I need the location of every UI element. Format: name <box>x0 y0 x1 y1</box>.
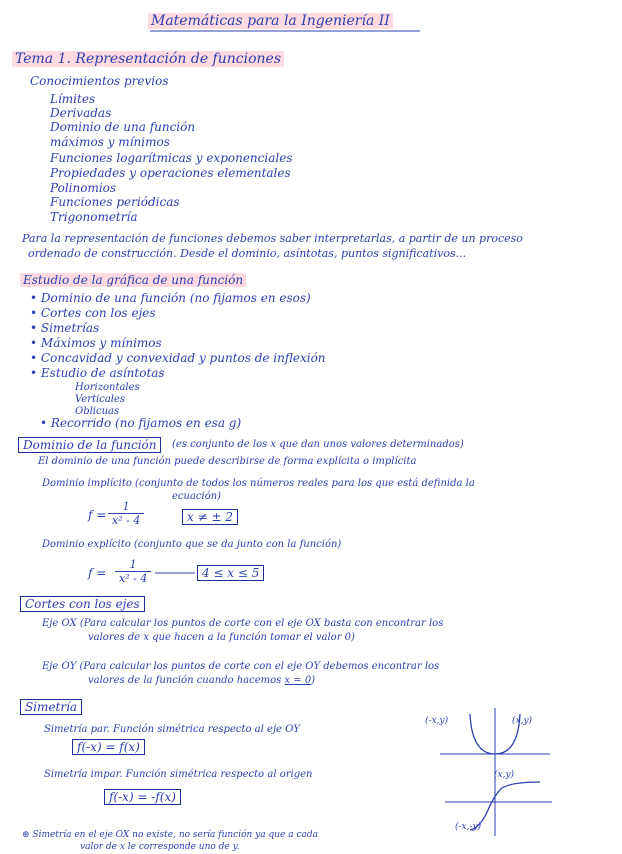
cortes-oy-eq: x = 0 <box>284 675 312 686</box>
f1-num: 1 <box>122 500 130 513</box>
title-underline <box>0 29 622 37</box>
list-item: Funciones periódicas <box>50 195 180 209</box>
asintota-item: Horizontales <box>75 382 140 393</box>
list-item: Límites <box>50 92 96 106</box>
cortes-oy-1: Eje OY (Para calcular los puntos de corte con el eje OY debemos encontrar los <box>42 661 440 672</box>
conocimientos-heading: Conocimientos previos <box>30 74 169 88</box>
bullet-item: • Concavidad y convexidad y puntos de inflexión <box>30 351 326 365</box>
list-item: Funciones logarítmicas y exponenciales <box>50 151 293 165</box>
even-point-right: (x,y) <box>512 716 533 726</box>
dominio-label: Dominio de la función <box>18 438 161 452</box>
f2-den: x² - 4 <box>115 571 151 585</box>
f1-domain-box: x ≠ ± 2 <box>182 510 238 524</box>
simetria-impar-eq: f(-x) = -f(x) <box>104 790 181 804</box>
simetria-par-eq: f(-x) = f(x) <box>72 740 145 754</box>
simetria-impar: Simetría impar. Función simétrica respecto al origen <box>44 769 313 780</box>
list-item: Trigonometría <box>50 210 138 224</box>
page-title: Matemáticas para la Ingeniería II <box>148 14 393 28</box>
f1-den: x² - 4 <box>108 513 144 527</box>
even-function-graph <box>430 706 560 776</box>
bullet-item: • Recorrido (no fijamos en esa g) <box>40 416 242 430</box>
f2-num: 1 <box>129 558 137 571</box>
tema-heading: Tema 1. Representación de funciones <box>12 52 284 66</box>
asintota-item: Oblicuas <box>75 406 120 417</box>
simetria-nota-2: valor de x le corresponde uno de y. <box>80 842 240 852</box>
dominio-implicito: Dominio implícito (conjunto de todos los números reales para los que está definida la <box>42 478 475 489</box>
cortes-ox-1: Eje OX (Para calcular los puntos de corte con el eje OX basta con encontrar los <box>42 618 444 629</box>
cortes-label: Cortes con los ejes <box>20 597 145 611</box>
asintota-item: Verticales <box>75 394 126 405</box>
list-item: Derivadas <box>50 106 112 120</box>
f2-connector <box>155 571 195 575</box>
cortes-oy-2: valores de la función cuando hacemos x = 0) <box>88 675 316 686</box>
dominio-explicito: Dominio explícito (conjunto que se da junto con la función) <box>42 539 342 550</box>
simetria-label: Simetría <box>20 700 82 714</box>
bullet-item: • Dominio de una función (no fijamos en esos) <box>30 291 311 305</box>
f2-fraction <box>115 558 151 585</box>
list-item: máximos y mínimos <box>50 135 170 149</box>
list-item: Propiedades y operaciones elementales <box>50 166 291 180</box>
f1-fraction <box>108 500 144 527</box>
odd-point-top: (x,y) <box>494 770 515 780</box>
bullet-item: • Cortes con los ejes <box>30 306 156 320</box>
intro-line-1: Para la representación de funciones debemos saber interpretarlas, a partir de un proceso <box>22 232 523 245</box>
estudio-heading: Estudio de la gráfica de una función <box>20 273 246 287</box>
f2-domain-box: 4 ≤ x ≤ 5 <box>197 566 264 580</box>
list-item: Polinomios <box>50 181 117 195</box>
even-point-left: (-x,y) <box>425 716 449 726</box>
dominio-line2: El dominio de una función puede describirse de forma explícita o implícita <box>38 456 417 467</box>
bullet-item: • Máximos y mínimos <box>30 336 162 350</box>
dominio-desc: (es conjunto de los x que dan unos valores determinados) <box>172 439 464 450</box>
dominio-implicito-2: ecuación) <box>172 491 222 502</box>
list-item: Dominio de una función <box>50 120 196 134</box>
cortes-ox-2: valores de x que hacen a la función tomar el valor 0) <box>88 632 355 643</box>
simetria-nota-1: ⊛ Simetría en el eje OX no existe, no sería función ya que a cada <box>22 830 318 840</box>
f1-lhs: f = <box>88 508 107 522</box>
f2-lhs: f = <box>88 566 107 580</box>
odd-point-bottom: (-x,-y) <box>455 822 482 832</box>
simetria-par: Simetría par. Función simétrica respecto al eje OY <box>44 724 300 735</box>
intro-line-2: ordenado de construcción. Desde el dominio, asíntotas, puntos significativos... <box>28 247 467 260</box>
bullet-item: • Simetrías <box>30 321 100 335</box>
bullet-item: • Estudio de asíntotas <box>30 366 165 380</box>
